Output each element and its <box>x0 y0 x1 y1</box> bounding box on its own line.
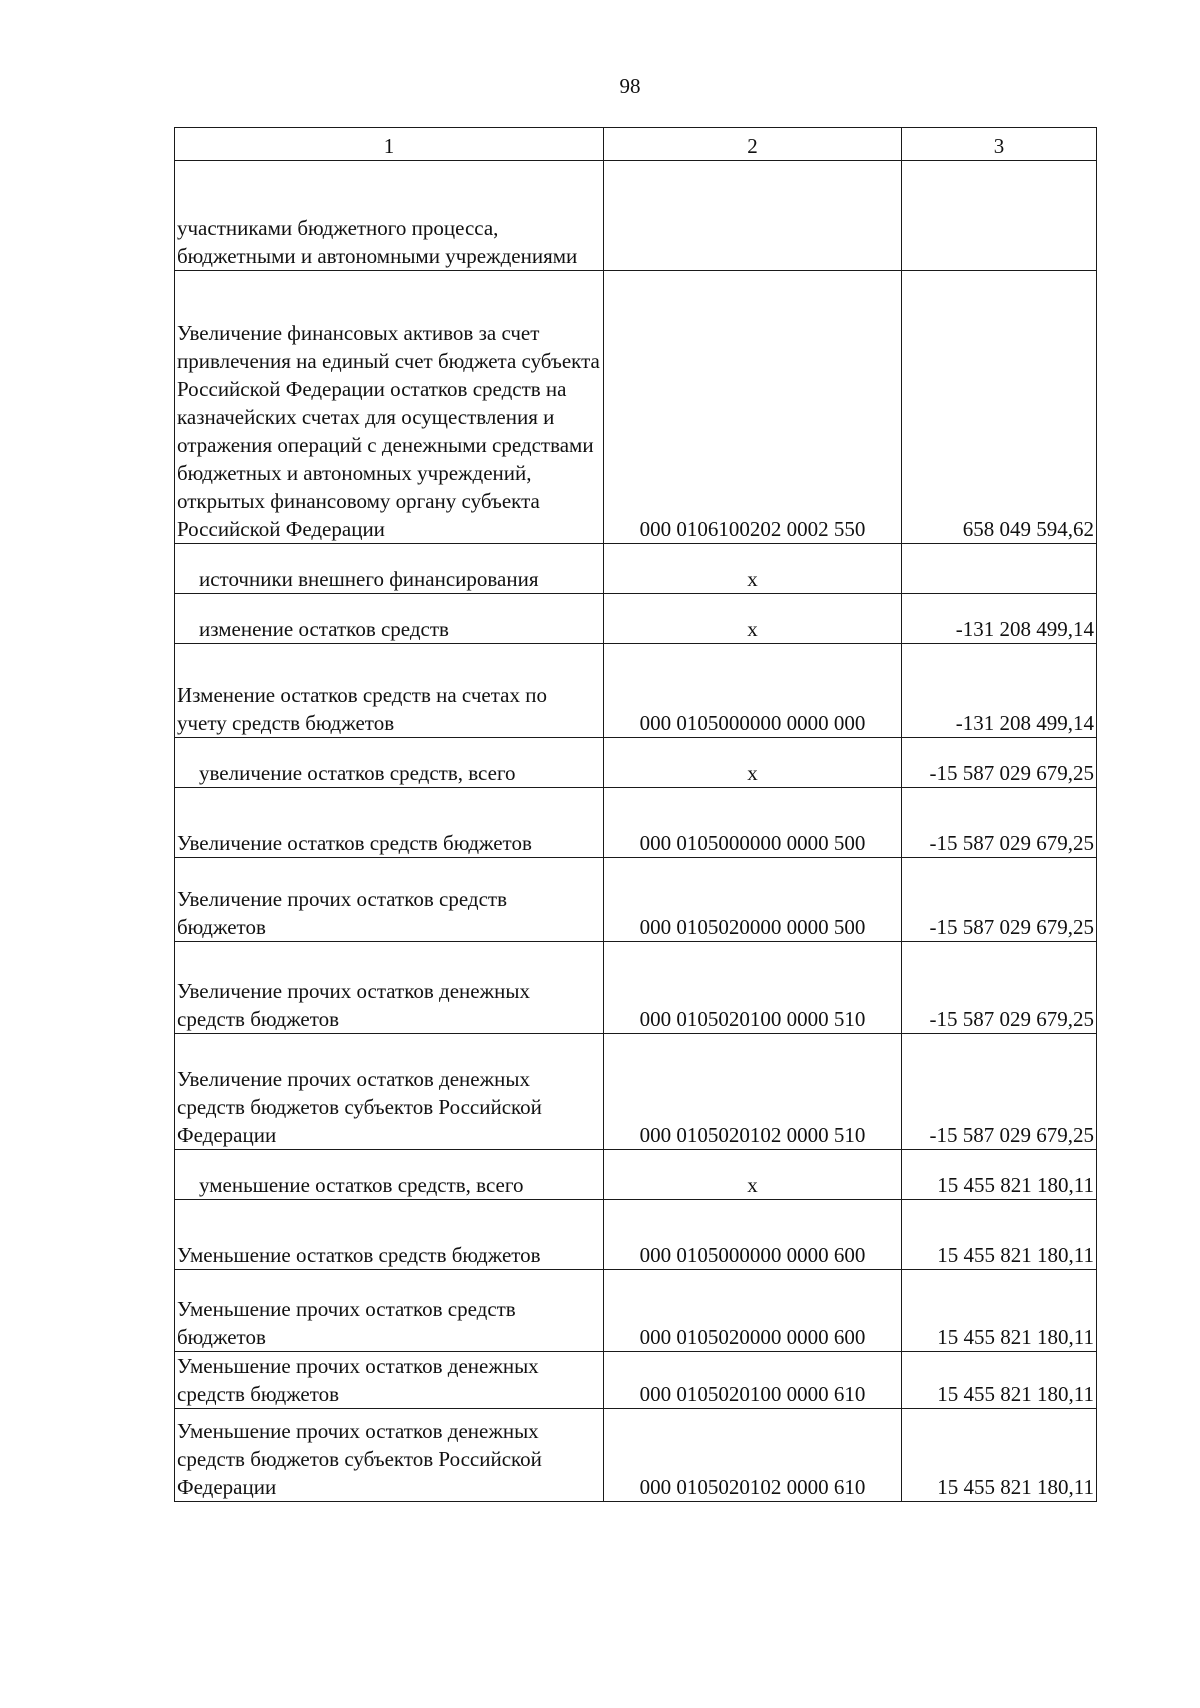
table-row <box>175 1034 1097 1150</box>
row-amount: 15 455 821 180,11 <box>902 1150 1097 1200</box>
table-row <box>175 1150 1097 1200</box>
row-amount: -131 208 499,14 <box>902 644 1097 738</box>
row-code: 000 0105020000 0000 500 <box>604 858 902 942</box>
row-amount: 15 455 821 180,11 <box>902 1270 1097 1352</box>
row-code: x <box>604 544 902 594</box>
row-code: 000 0105000000 0000 600 <box>604 1200 902 1270</box>
row-code: x <box>604 594 902 644</box>
budget-sources-table <box>174 127 1097 1502</box>
row-name: Уменьшение прочих остатков средств бюджетов <box>175 1270 604 1352</box>
row-name: Изменение остатков средств на счетах по учету средств бюджетов <box>175 644 604 738</box>
row-code: 000 0105020100 0000 510 <box>604 942 902 1034</box>
row-name: Уменьшение остатков средств бюджетов <box>175 1200 604 1270</box>
row-code: x <box>604 1150 902 1200</box>
table-row <box>175 1200 1097 1270</box>
row-amount: 15 455 821 180,11 <box>902 1409 1097 1502</box>
table-row <box>175 644 1097 738</box>
row-code <box>604 161 902 271</box>
row-amount: -15 587 029 679,25 <box>902 858 1097 942</box>
row-name: увеличение остатков средств, всего <box>175 738 604 788</box>
table-row <box>175 738 1097 788</box>
table-row <box>175 788 1097 858</box>
table-row <box>175 1352 1097 1409</box>
table-row <box>175 161 1097 271</box>
row-name: Увеличение прочих остатков средств бюджетов <box>175 858 604 942</box>
table-row <box>175 858 1097 942</box>
row-code: x <box>604 738 902 788</box>
column-header-1: 1 <box>175 128 604 161</box>
row-name: Увеличение финансовых активов за счет привлечения на единый счет бюджета субъекта Российской Федерации остатков средств на казначейских счетах для осуществления и отражения операций с денежными средствами бюджетных и автономных учреждений, открытых финансовому органу субъекта Российской Федерации <box>175 271 604 544</box>
table-row <box>175 271 1097 544</box>
row-amount: -15 587 029 679,25 <box>902 942 1097 1034</box>
row-amount: -15 587 029 679,25 <box>902 1034 1097 1150</box>
row-name: уменьшение остатков средств, всего <box>175 1150 604 1200</box>
row-amount: -15 587 029 679,25 <box>902 788 1097 858</box>
table-row <box>175 1409 1097 1502</box>
table-row <box>175 594 1097 644</box>
row-name: Увеличение прочих остатков денежных средств бюджетов <box>175 942 604 1034</box>
row-code: 000 0105020102 0000 510 <box>604 1034 902 1150</box>
row-name: источники внешнего финансирования <box>175 544 604 594</box>
row-amount: -131 208 499,14 <box>902 594 1097 644</box>
row-name: изменение остатков средств <box>175 594 604 644</box>
row-code: 000 0106100202 0002 550 <box>604 271 902 544</box>
row-name: участниками бюджетного процесса, бюджетными и автономными учреждениями <box>175 161 604 271</box>
row-amount: 15 455 821 180,11 <box>902 1200 1097 1270</box>
row-name: Увеличение остатков средств бюджетов <box>175 788 604 858</box>
row-name: Уменьшение прочих остатков денежных средств бюджетов субъектов Российской Федерации <box>175 1409 604 1502</box>
row-name: Увеличение прочих остатков денежных средств бюджетов субъектов Российской Федерации <box>175 1034 604 1150</box>
row-code: 000 0105020100 0000 610 <box>604 1352 902 1409</box>
page-number: 98 <box>619 74 641 98</box>
row-code: 000 0105020000 0000 600 <box>604 1270 902 1352</box>
row-amount <box>902 161 1097 271</box>
row-code: 000 0105000000 0000 000 <box>604 644 902 738</box>
row-amount: -15 587 029 679,25 <box>902 738 1097 788</box>
row-code: 000 0105000000 0000 500 <box>604 788 902 858</box>
row-amount: 658 049 594,62 <box>902 271 1097 544</box>
row-amount <box>902 544 1097 594</box>
column-header-2: 2 <box>604 128 902 161</box>
row-name: Уменьшение прочих остатков денежных средств бюджетов <box>175 1352 604 1409</box>
row-amount: 15 455 821 180,11 <box>902 1352 1097 1409</box>
table-row <box>175 942 1097 1034</box>
column-header-3: 3 <box>902 128 1097 161</box>
table-header-row <box>175 128 1097 161</box>
table-row <box>175 1270 1097 1352</box>
row-code: 000 0105020102 0000 610 <box>604 1409 902 1502</box>
table-row <box>175 544 1097 594</box>
